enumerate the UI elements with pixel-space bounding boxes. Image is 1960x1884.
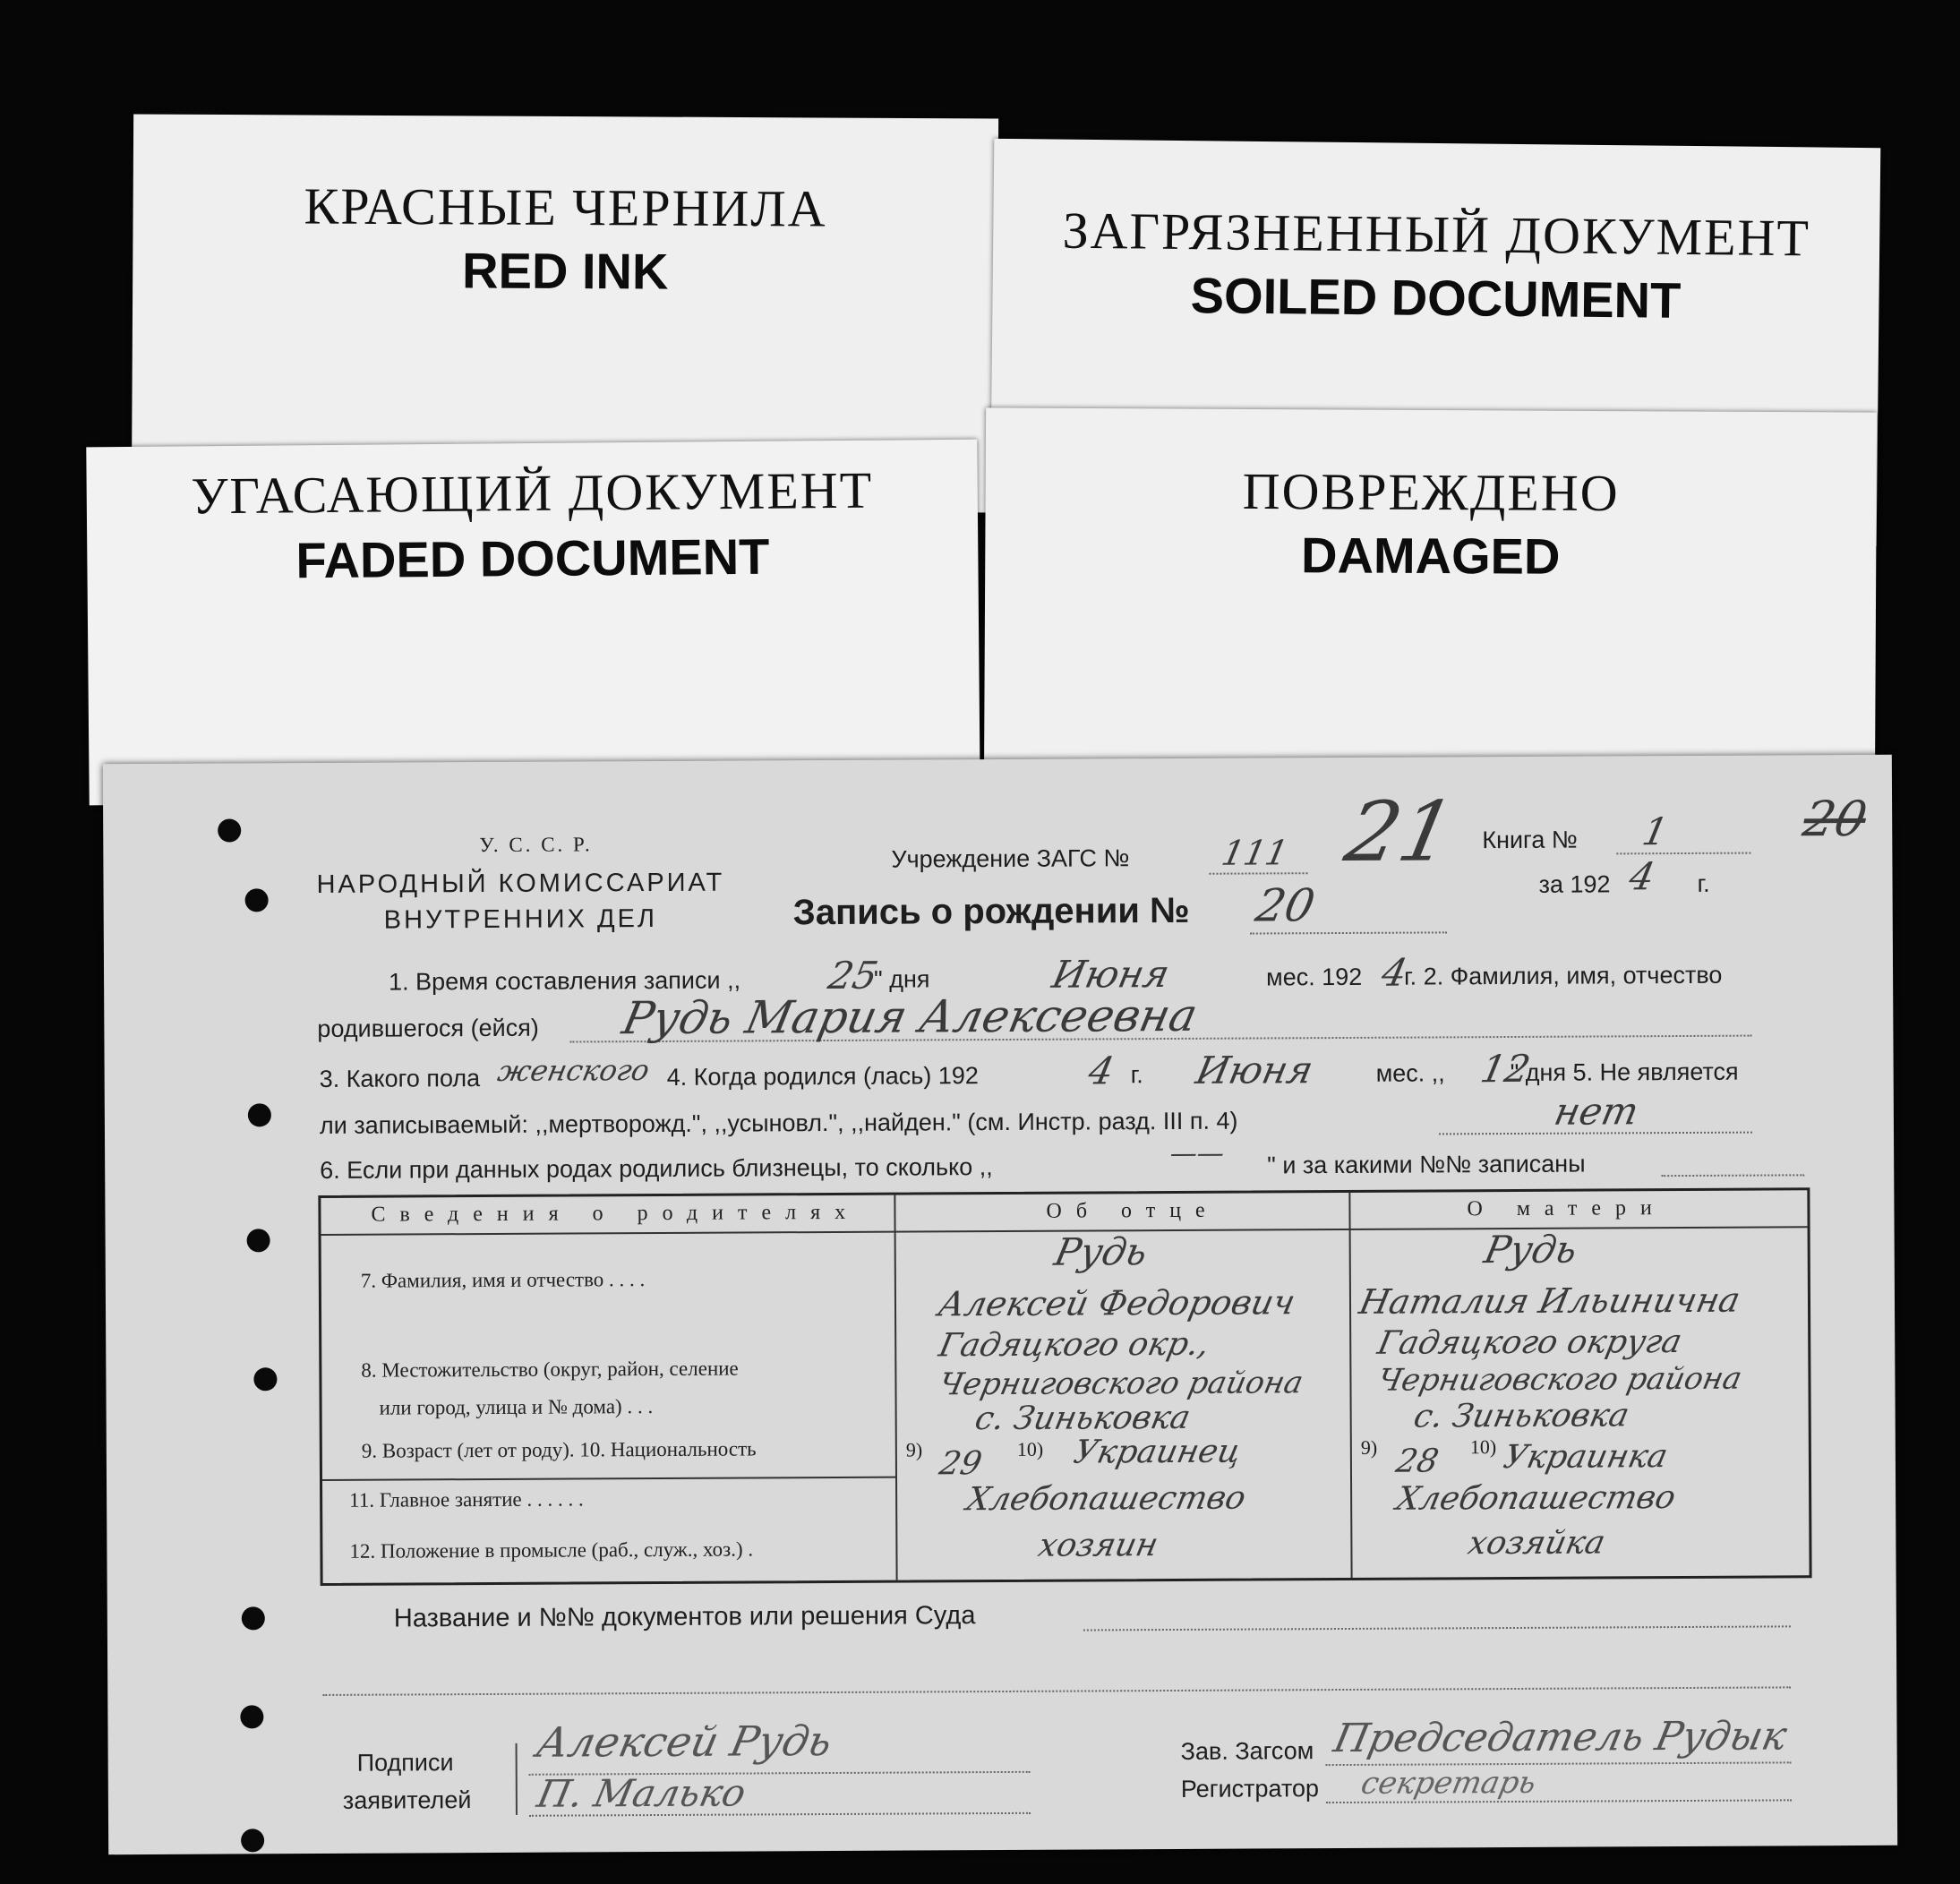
father-age: 29 [936,1445,985,1483]
applicant-signature-2: П. Малько [533,1770,750,1816]
damaged-card [984,407,1877,801]
signatures-label: Подписи [356,1749,454,1777]
documents-field-2 [322,1686,1791,1696]
row-label-occupation: 11. Главное занятие . . . . . . [349,1487,584,1511]
father-occupation: Хлебопашество [963,1479,1249,1519]
mother-position: хозяйка [1465,1524,1609,1563]
punch-hole [245,888,269,912]
father-residence-3: с. Зиньковка [971,1399,1194,1438]
corner-number: 20 [1798,790,1872,848]
punch-hole [240,1705,263,1728]
zags-value: 111 [1218,833,1292,873]
line1-mid2: мес. 192 [1266,963,1363,991]
line3-mid2: г. [1130,1061,1143,1089]
record-day: 25 [824,953,882,998]
father-position: хозяин [1035,1527,1162,1564]
punch-hole [253,1367,277,1391]
birth-day: 12 [1476,1046,1535,1092]
row-label-name: 7. Фамилия, имя и отчество . . . . [360,1268,646,1292]
mother-name: Наталия Ильинична [1356,1280,1744,1322]
line1-prefix: 1. Время составления записи ,, [389,966,741,996]
row-label-age-nationality: 9. Возраст (лет от роду). 10. Национальность [361,1437,757,1462]
year-value: 4 [1625,854,1659,899]
punch-hole [248,1103,271,1126]
table-header-parents: Сведения о родителях [371,1200,860,1227]
soiled-label-ru: ЗАГРЯЗНЕННЫЙ ДОКУМЕНТ [1062,201,1811,268]
mother-nationality-mark: 10) [1469,1435,1497,1459]
punch-hole [241,1828,264,1852]
record-year: 4 [1377,950,1411,995]
year-suffix: г. [1697,869,1710,897]
child-name-label: родившегося (ейся) [317,1014,539,1042]
child-sex: женского [494,1053,653,1088]
row-label-residence-cont: или город, улица и № дома) . . . [379,1395,654,1419]
signature-brace [516,1743,518,1815]
mother-age-mark: 9) [1360,1435,1378,1459]
punch-hole [247,1229,270,1252]
line1-mid1: " дня [874,965,930,993]
damaged-label-en: DAMAGED [1300,527,1561,585]
record-title: Запись о рождении № [792,890,1190,933]
red-ink-label-en: RED INK [461,242,669,300]
row-label-position: 12. Положение в промысле (раб., служ., хоз.) . [349,1537,754,1563]
ussr-header: У. С. С. Р. [479,833,593,857]
record-number: 20 [1251,879,1320,932]
line1-suffix: г. 2. Фамилия, имя, отчество [1404,961,1723,990]
registrar-label: Регистратор [1180,1775,1320,1803]
documents-label: Название и №№ документов или решения Суда [393,1601,976,1633]
record-number-field [1250,931,1447,934]
faded-document-card [86,440,980,806]
mother-residence-3: с. Зиньковка [1410,1397,1632,1435]
punch-hole [242,1606,265,1630]
damaged-label-ru: ПОВРЕЖДЕНО [1242,461,1620,523]
line3-prefix: 3. Какого пола [319,1065,481,1092]
applicants-label: заявителей [342,1786,472,1814]
faded-label-en: FADED DOCUMENT [295,527,770,589]
twins-suffix: " и за какими №№ записаны [1267,1150,1586,1179]
birth-year: 4 [1084,1049,1118,1093]
status-question: ли записываемый: ,,мертворожд.", ,,усыновл.", ,,найден." (см. Инстр. разд. III п. 4) [319,1107,1238,1139]
commissariat-header: НАРОДНЫЙ КОМИССАРИАТ [316,868,725,899]
father-surname: Рудь [1050,1229,1151,1274]
soiled-label-en: SOILED DOCUMENT [1190,267,1682,329]
faded-label-ru: УГАСАЮЩИЙ ДОКУМЕНТ [191,460,874,526]
year-label: за 192 [1538,870,1611,898]
mother-age: 28 [1392,1443,1442,1480]
father-age-mark: 9) [905,1438,923,1461]
status-answer: нет [1550,1089,1643,1134]
record-month: Июня [1048,951,1174,997]
birth-month: Июня [1192,1048,1317,1092]
twins-prefix: 6. Если при данных родах родились близнецы, то сколько ,, [320,1153,993,1184]
applicant-signature-1: Алексей Рудь [532,1716,837,1767]
zags-head-signature: Председатель Рудык [1330,1713,1791,1762]
twins-count: —— [1167,1137,1228,1170]
zags-head-label: Зав. Загсом [1180,1737,1314,1765]
father-residence-2: Черниговского района [936,1365,1306,1403]
twins-numbers-field [1661,1174,1804,1177]
parents-table [318,1187,1811,1586]
mother-nationality: Украинка [1500,1438,1672,1477]
book-value: 1 [1639,809,1673,854]
mother-residence-1: Гадяцкого округа [1374,1323,1685,1362]
red-ink-label-ru: КРАСНЫЕ ЧЕРНИЛА [304,176,827,238]
mother-occupation: Хлебопашество [1392,1479,1679,1518]
table-header-mother: О матери [1467,1196,1666,1221]
mother-residence-2: Черниговского района [1374,1360,1745,1399]
punch-hole [218,818,241,842]
documents-field [1083,1625,1791,1631]
table-header-father: Об отце [1046,1198,1220,1223]
father-residence-1: Гадяцкого окр., [935,1325,1213,1365]
row-divider [322,1477,895,1481]
column-divider [894,1195,897,1580]
mother-surname: Рудь [1480,1227,1581,1272]
zags-number-handwritten: 21 [1338,784,1463,881]
department-header: ВНУТРЕННИХ ДЕЛ [383,903,658,935]
child-name-value: Рудь Мария Алексеевна [618,989,1203,1045]
father-nationality-mark: 10) [1016,1437,1044,1460]
row-label-residence: 8. Местожительство (округ, район, селение [361,1357,739,1382]
father-nationality: Украинец [1070,1433,1245,1471]
zags-label: Учреждение ЗАГС № [891,844,1130,873]
line3-suffix: " дня 5. Не является [1510,1058,1739,1087]
birth-record-form [103,755,1897,1854]
line3-mid1: 4. Когда родился (лась) 192 [666,1062,979,1091]
registrar-signature: секретарь [1357,1764,1540,1802]
column-divider [1348,1193,1352,1578]
father-name: Алексей Федорович [935,1282,1299,1324]
line3-mid3: мес. ,, [1375,1059,1445,1087]
book-label: Книга № [1482,826,1578,854]
